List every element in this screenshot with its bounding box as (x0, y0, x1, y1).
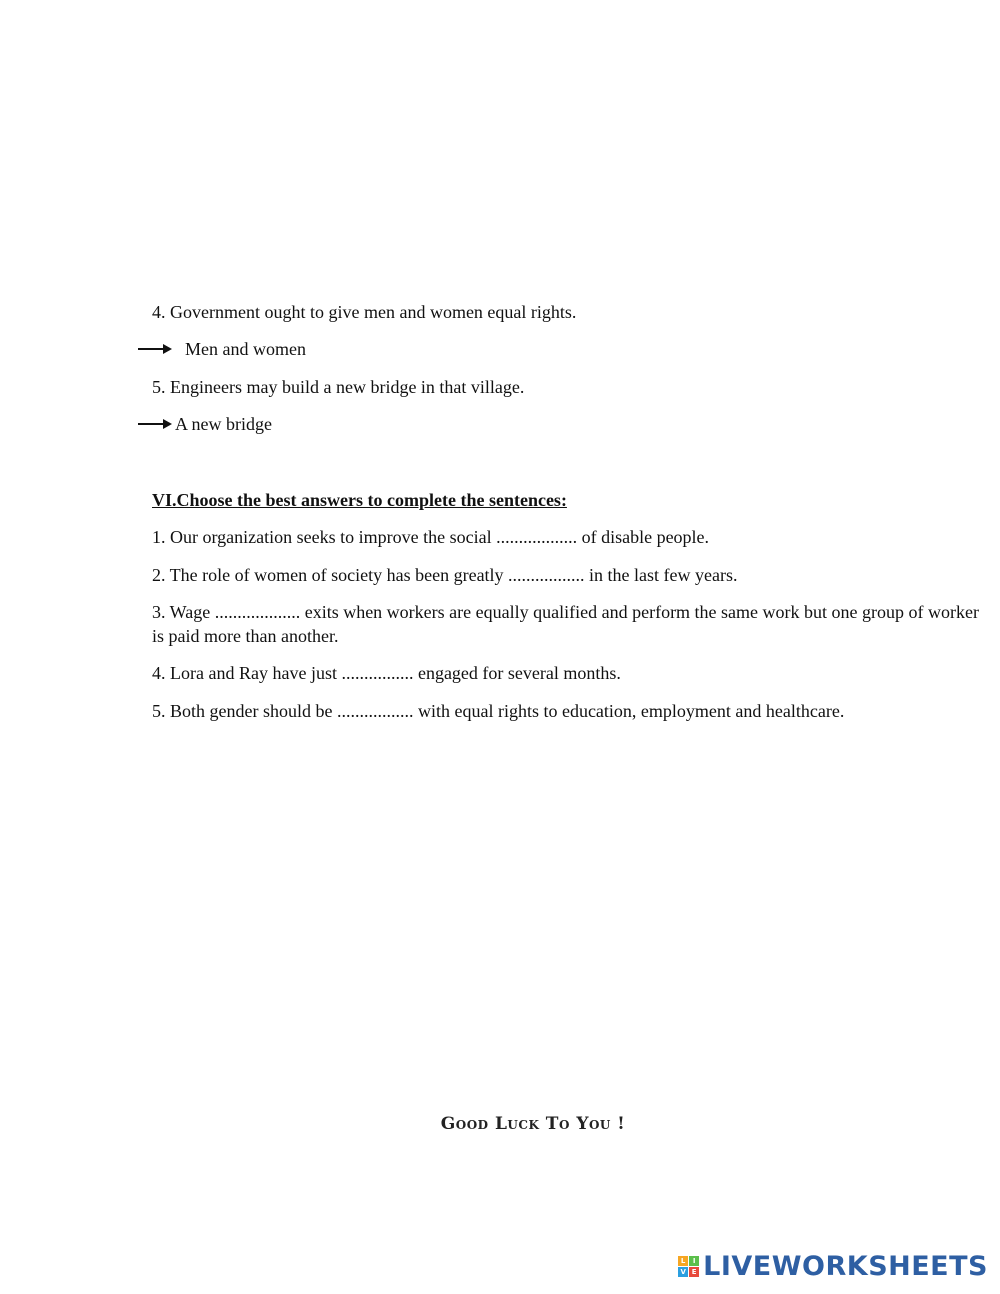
liveworksheets-logo (678, 1251, 988, 1282)
question-1: 1. Our organization seeks to improve the social .................. of disable people. (152, 527, 710, 547)
logo-cell: V (678, 1267, 688, 1277)
transform-item-5-answer: A new bridge (175, 414, 272, 434)
logo-cell: E (689, 1267, 699, 1277)
logo-cell: I (689, 1256, 699, 1266)
transform-item-4-answer: Men and women (185, 339, 306, 359)
logo-text: LIVEWORKSHEETS (703, 1251, 988, 1282)
logo-grid-icon (678, 1256, 699, 1277)
section-6-heading: VI.Choose the best answers to complete the sentences: (152, 490, 567, 510)
arrow-right-icon (138, 423, 170, 425)
transform-item-4-answer-row (138, 338, 306, 360)
question-2: 2. The role of women of society has been greatly ................. in the last few years. (152, 565, 738, 585)
question-5: 5. Both gender should be ................. with equal rights to education, employment and healthcare. (152, 701, 845, 721)
transform-item-5-answer-row (138, 413, 272, 435)
closing-message: Good Luck To You ! (440, 1114, 626, 1134)
question-4: 4. Lora and Ray have just ................ engaged for several months. (152, 663, 621, 683)
arrow-right-icon (138, 348, 170, 350)
question-3: 3. Wage ................... exits when workers are equally qualified and perform the same work but one group of worker is paid more than another. (152, 602, 979, 646)
logo-cell: L (678, 1256, 688, 1266)
transform-item-4: 4. Government ought to give men and women equal rights. (152, 302, 577, 322)
transform-item-5: 5. Engineers may build a new bridge in that village. (152, 377, 525, 397)
